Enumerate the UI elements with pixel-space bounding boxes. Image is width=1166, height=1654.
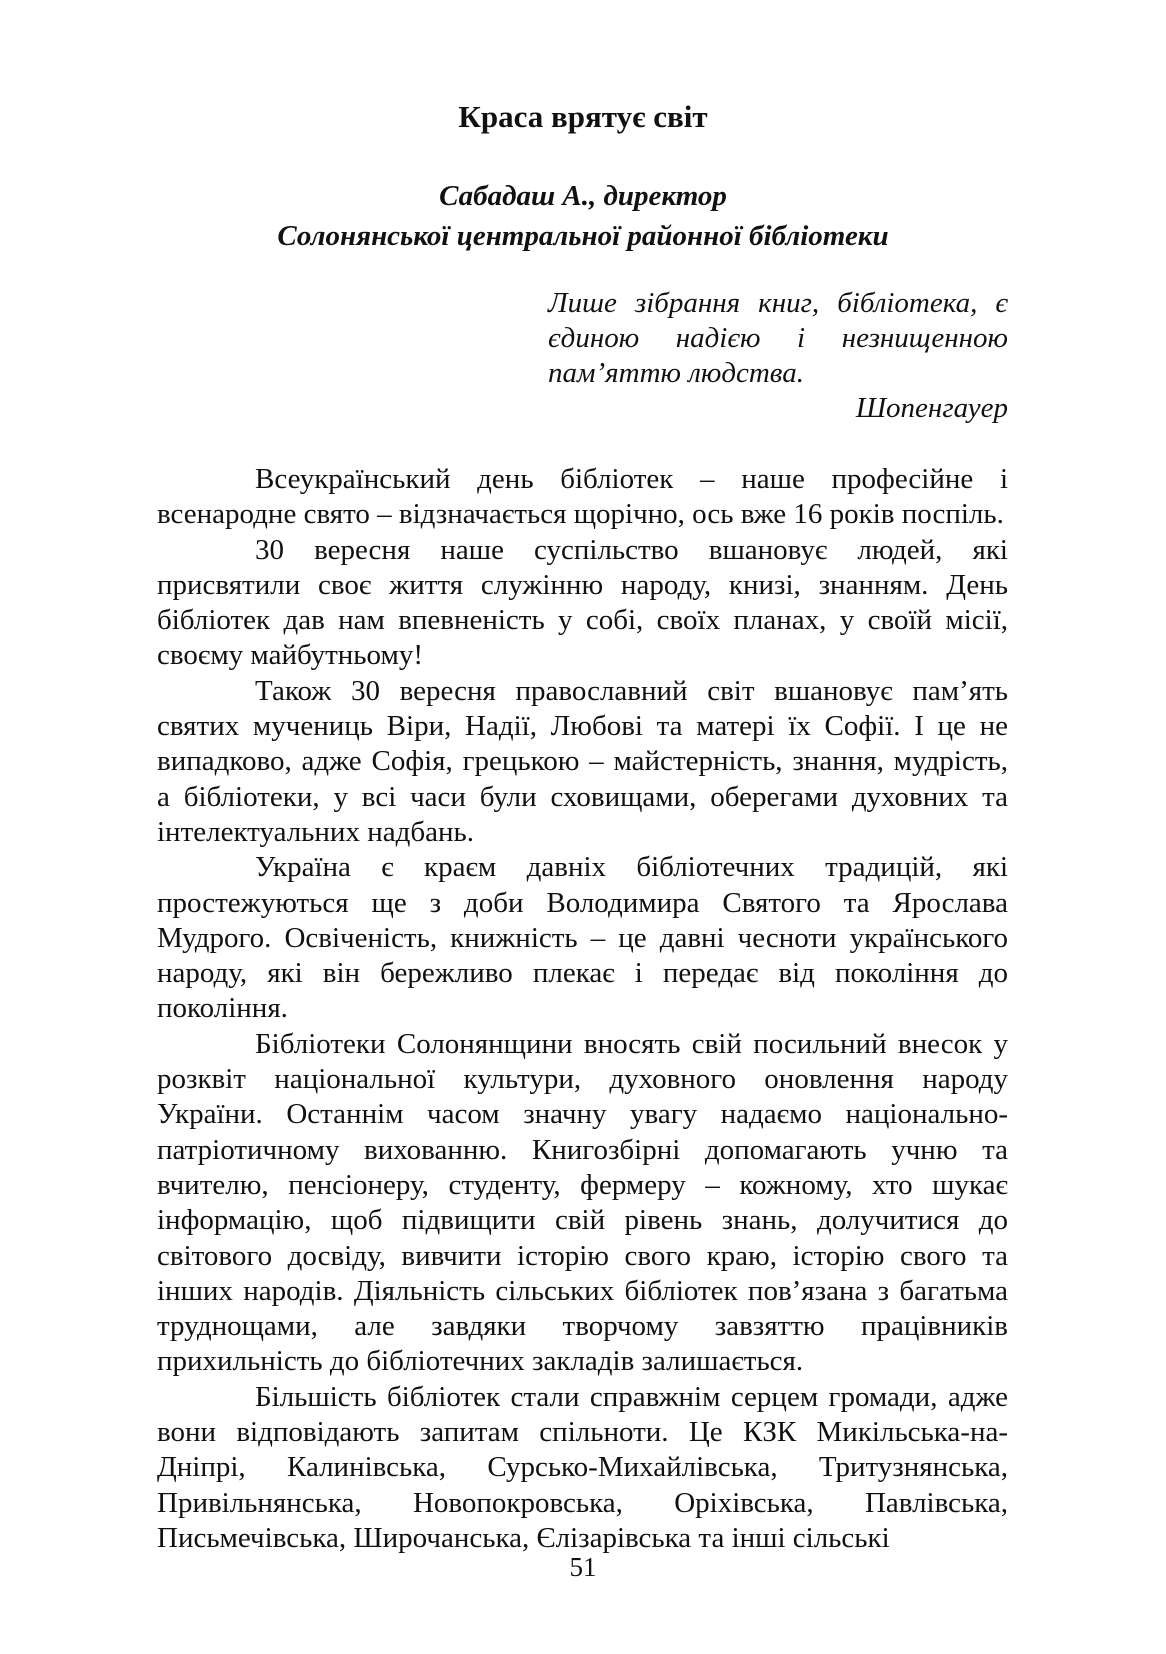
- article-body: [157, 462, 1008, 1556]
- paragraph: Бібліотеки Солонянщини вносять свій посильний внесок у розквіт національної культури, духовного оновлення народу України. Останнім часом значну увагу надаємо національно-патріотичному вихованню. Книгозбірні допомагають учню та вчителю, пенсіонеру, студенту, фермеру – кожному, хто шукає інформацію, щоб підвищити свій рівень знань, долучитися до світового досвіду, вивчити історію свого краю, історію свого та інших народів. Діяльність сільських бібліотек пов’язана з багатьма труднощами, але завдяки творчому завзяттю працівників прихильність до бібліотечних закладів залишається.: [157, 1027, 1008, 1378]
- epigraph-source: Шопенгауер: [855, 392, 1008, 424]
- epigraph-quote: Лише зібрання книг, бібліотека, є єдиною надією і незнищенною пам’яттю людства.: [548, 287, 1008, 389]
- paragraph: 30 вересня наше суспільство вшановує людей, які присвятили своє життя служінню народу, книзі, знанням. День бібліотек дав нам впевненість у собі, своїх планах, у своїй місії, своєму майбутньому!: [157, 533, 1008, 672]
- paragraph: Більшість бібліотек стали справжнім серцем громади, адже вони відповідають запитам спільноти. Це КЗК Микільська-на-Дніпрі, Калинівська, Сурсько-Михайлівська, Тритузнянська, Привільнянська, Новопокровська, Оріхівська, Павлівська, Письмечівська, Широчанська, Єлізарівська та інші сільські: [157, 1380, 1008, 1554]
- article-title: Краса врятує світ: [458, 99, 708, 134]
- paragraph: Україна є краєм давніх бібліотечних традицій, які простежуються ще з доби Володимира Святого та Ярослава Мудрого. Освіченість, книжність – це давні чесноти українського народу, які він бережливо плекає і передає від покоління до покоління.: [157, 851, 1008, 1025]
- author-name: Сабадаш А., директор: [439, 180, 727, 212]
- paragraph: Також 30 вересня православний світ вшановує пам’ять святих мучениць Віри, Надії, Любові та матері їх Софії. І це не випадково, адже Софія, грецькою – майстерність, знання, мудрість, а бібліотеки, у всі часи були сховищами, оберегами духовних та інтелектуальних надбань.: [157, 674, 1008, 848]
- author-block: [0, 176, 1166, 256]
- paragraph: Всеукраїнський день бібліотек – наше професійне і всенародне свято – відзначається щорічно, ось вже 16 років поспіль.: [157, 463, 1008, 531]
- page-number: 51: [569, 1552, 597, 1582]
- author-affiliation: Солонянської центральної районної бібліотеки: [277, 220, 889, 252]
